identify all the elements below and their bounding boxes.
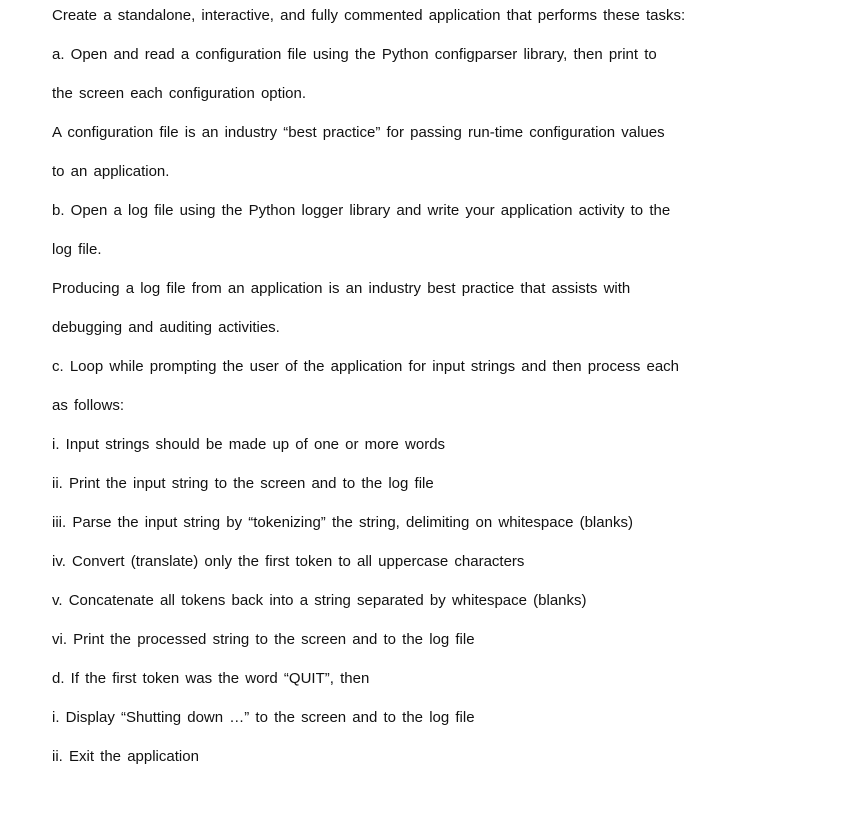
config-note-line-2: to an application. [52,163,170,180]
task-c-item-vi: vi. Print the processed string to the screen and to the log file [52,631,475,648]
task-c-item-iv: iv. Convert (translate) only the first token to all uppercase characters [52,553,525,570]
task-a-line-2: the screen each configuration option. [52,85,306,102]
document-body [52,5,832,785]
log-note-line-1: Producing a log file from an application is an industry best practice that assists with [52,280,631,297]
task-c-item-ii: ii. Print the input string to the screen and to the log file [52,475,434,492]
task-b-line-2: log file. [52,241,102,258]
task-c-line-1: c. Loop while prompting the user of the application for input strings and then process each [52,358,680,375]
task-c-line-2: as follows: [52,397,125,414]
task-d-line: d. If the first token was the word “QUIT”, then [52,670,370,687]
log-note-line-2: debugging and auditing activities. [52,319,280,336]
task-b-line-1: b. Open a log file using the Python logger library and write your application activity to the [52,202,671,219]
task-a-line-1: a. Open and read a configuration file using the Python configparser library, then print to [52,46,657,63]
task-c-item-iii: iii. Parse the input string by “tokenizing” the string, delimiting on whitespace (blanks) [52,514,633,531]
task-d-item-i: i. Display “Shutting down …” to the screen and to the log file [52,709,475,726]
task-c-item-v: v. Concatenate all tokens back into a string separated by whitespace (blanks) [52,592,587,609]
task-c-item-i: i. Input strings should be made up of one or more words [52,436,446,453]
config-note-line-1: A configuration file is an industry “best practice” for passing run-time configuration values [52,124,665,141]
intro-line: Create a standalone, interactive, and fully commented application that performs these tasks: [52,7,686,24]
task-d-item-ii: ii. Exit the application [52,748,199,765]
